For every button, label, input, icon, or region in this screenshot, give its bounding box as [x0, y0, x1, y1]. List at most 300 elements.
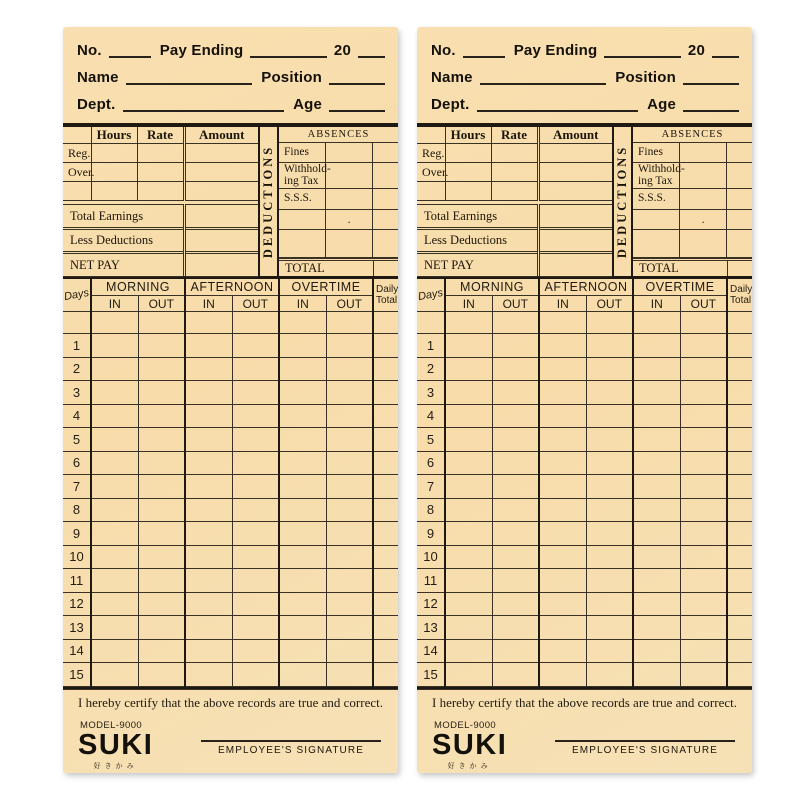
afternoon-in-cell: [185, 498, 232, 522]
no-fill-line: [109, 45, 151, 58]
signature-label: EMPLOYEE'S SIGNATURE: [572, 744, 718, 756]
afternoon-out-cell: [232, 663, 279, 687]
daily-total-cell: [727, 569, 752, 593]
daily-total-column-header: [727, 278, 752, 312]
afternoon-out-header: OUT: [586, 296, 633, 312]
daily-total-cell: [727, 334, 752, 358]
overtime-in-cell: [633, 428, 680, 452]
amount-column-header: Amount: [184, 127, 258, 144]
morning-out-header: OUT: [492, 296, 539, 312]
timesheet-spacer-body: [417, 312, 752, 334]
blank-label: [63, 182, 91, 201]
year-label: 20: [333, 42, 351, 59]
total-earnings-amount-cell: [538, 205, 612, 229]
morning-in-cell: [91, 569, 138, 593]
overtime-rate-cell: [137, 163, 184, 182]
daily-total-cell: [727, 404, 752, 428]
absences-total-row: [633, 258, 752, 276]
card-header: [63, 27, 398, 113]
spacer-cell: [633, 312, 680, 334]
morning-out-cell: [492, 451, 539, 475]
timesheet-day-row: [63, 404, 398, 428]
timesheet-day-row: [417, 545, 752, 569]
regular-row: [63, 144, 258, 163]
fines-row: [279, 143, 398, 162]
age-label: Age: [293, 96, 322, 113]
fines-cents-cell: [373, 143, 398, 162]
overtime-hours-cell: [91, 163, 137, 182]
morning-in-cell: [445, 498, 492, 522]
sss-label: [279, 188, 325, 209]
amount-column-header: Amount: [538, 127, 612, 144]
absences-blank-row-1: [279, 209, 398, 229]
overtime-in-cell: [279, 616, 326, 640]
absences-total-row: [279, 258, 398, 276]
overtime-amount-cell: [184, 163, 258, 182]
fines-label: [633, 143, 679, 162]
brand-logo-japanese: 好きかみ: [93, 762, 138, 770]
net-pay-label: NET PAY: [63, 253, 184, 277]
hours-column-header: Hours: [91, 127, 137, 144]
afternoon-out-cell: [232, 522, 279, 546]
spacer-cell: [492, 312, 539, 334]
absences-total-cents-cell: [373, 261, 398, 276]
header-row-dept: [431, 96, 739, 113]
overtime-out-cell: [326, 334, 373, 358]
overtime-group-header: OVERTIME: [279, 278, 373, 296]
afternoon-in-cell: [539, 451, 586, 475]
deductions-strip: [612, 127, 633, 276]
afternoon-out-cell: [586, 334, 633, 358]
morning-in-cell: [91, 522, 138, 546]
morning-out-cell: [138, 616, 185, 640]
blank2-label-cell: [279, 229, 325, 258]
afternoon-out-header: OUT: [232, 296, 279, 312]
overtime-amount-cell: [538, 163, 612, 182]
morning-out-cell: [138, 334, 185, 358]
overtime-in-cell: [633, 475, 680, 499]
day-number-cell: 15: [417, 663, 445, 687]
morning-in-cell: [445, 569, 492, 593]
day-number-cell: 8: [417, 498, 445, 522]
morning-in-cell: [91, 381, 138, 405]
overtime-in-cell: [279, 404, 326, 428]
sss-cents-cell: [373, 188, 398, 209]
day-number-cell: 9: [417, 522, 445, 546]
daily-total-cell: [373, 498, 398, 522]
overtime-in-cell: [279, 428, 326, 452]
morning-out-cell: [138, 451, 185, 475]
less-deductions-amount-cell: [184, 229, 258, 253]
days-column-header: [417, 278, 445, 312]
day-number-cell: 8: [63, 498, 91, 522]
afternoon-in-cell: [539, 663, 586, 687]
morning-out-header: OUT: [138, 296, 185, 312]
earnings-summary-table: [417, 204, 612, 277]
daily-total-line1: Daily: [730, 284, 753, 295]
morning-in-cell: [445, 475, 492, 499]
day-number-cell: 14: [63, 639, 91, 663]
rate-column-header: Rate: [491, 127, 538, 144]
no-fill-line: [463, 45, 505, 58]
afternoon-in-cell: [539, 381, 586, 405]
blank-earnings-row: [417, 182, 612, 201]
overtime-in-cell: [633, 451, 680, 475]
position-label: Position: [615, 69, 676, 86]
deductions-vertical-label: DEDUCTIONS: [261, 144, 276, 259]
absences-total-label: TOTAL: [285, 261, 325, 275]
total-earnings-label: Total Earnings: [63, 205, 184, 229]
fines-cents-cell: [727, 143, 752, 162]
morning-in-cell: [445, 381, 492, 405]
card-footer: [63, 720, 398, 771]
afternoon-in-cell: [185, 334, 232, 358]
days-column-header: [63, 278, 91, 312]
withholding-label-line2: ing Tax: [284, 175, 319, 187]
day-number-cell: 2: [417, 357, 445, 381]
spacer-day-cell: [63, 312, 91, 334]
spacer-total-cell: [727, 312, 752, 334]
day-number-cell: 10: [417, 545, 445, 569]
brand-block: [78, 720, 153, 771]
spacer-cell: [326, 312, 373, 334]
overtime-out-cell: [326, 639, 373, 663]
sss-amount-cell: [679, 188, 726, 209]
afternoon-in-cell: [539, 404, 586, 428]
afternoon-in-cell: [539, 522, 586, 546]
morning-out-cell: [138, 381, 185, 405]
timesheet-bottom-rule: [417, 687, 752, 690]
pay-summary-section: [417, 127, 752, 276]
day-number-cell: 9: [63, 522, 91, 546]
timesheet-group-header-row: [63, 278, 398, 296]
overtime-in-cell: [633, 522, 680, 546]
day-number-cell: 15: [63, 663, 91, 687]
afternoon-out-cell: [586, 522, 633, 546]
morning-out-cell: [138, 592, 185, 616]
timesheet-day-row: [63, 569, 398, 593]
daily-total-cell: [727, 616, 752, 640]
overtime-in-cell: [279, 451, 326, 475]
overtime-out-cell: [326, 545, 373, 569]
afternoon-out-cell: [586, 357, 633, 381]
spacer-cell: [586, 312, 633, 334]
year-fill-line: [712, 45, 739, 58]
blank-amount-cell: [184, 182, 258, 201]
afternoon-out-cell: [232, 545, 279, 569]
daily-total-line1: Daily: [376, 284, 399, 295]
morning-in-header: IN: [445, 296, 492, 312]
timesheet-table: [417, 276, 752, 687]
afternoon-in-header: IN: [185, 296, 232, 312]
timesheet-day-row: [63, 381, 398, 405]
afternoon-in-cell: [185, 475, 232, 499]
timesheet-day-row: [417, 357, 752, 381]
brand-logo-japanese: 好きかみ: [447, 762, 492, 770]
overtime-out-cell: [680, 334, 727, 358]
card-header: [417, 27, 752, 113]
morning-in-cell: [445, 451, 492, 475]
afternoon-in-cell: [185, 663, 232, 687]
overtime-rate-cell: [491, 163, 538, 182]
fines-label: [279, 143, 325, 162]
afternoon-out-cell: [586, 451, 633, 475]
overtime-in-cell: [279, 357, 326, 381]
afternoon-in-cell: [185, 404, 232, 428]
withholding-cents-cell: [727, 162, 752, 188]
overtime-out-header: OUT: [326, 296, 373, 312]
position-label: Position: [261, 69, 322, 86]
less-deductions-amount-cell: [538, 229, 612, 253]
fines-label-line: Fines: [638, 146, 663, 159]
timesheet-day-row: [417, 404, 752, 428]
overtime-in-cell: [279, 498, 326, 522]
morning-out-cell: [492, 522, 539, 546]
timesheet-head: [417, 278, 752, 312]
absences-blank-row-1: [633, 209, 752, 229]
card-footer: [417, 720, 752, 771]
afternoon-group-header: AFTERNOON: [185, 278, 279, 296]
day-number-cell: 13: [63, 616, 91, 640]
overtime-out-cell: [680, 663, 727, 687]
timesheet-day-row: [417, 334, 752, 358]
signature-block: [201, 740, 381, 756]
blank2-amount-cell: [325, 229, 372, 258]
net-pay-amount-cell: [538, 253, 612, 277]
timesheet-day-row: [63, 334, 398, 358]
hours-column-header: Hours: [445, 127, 491, 144]
less-deductions-row: [63, 229, 258, 253]
overtime-out-cell: [326, 357, 373, 381]
earnings-corner-cell: [63, 127, 91, 144]
timesheet-day-row: [63, 663, 398, 687]
days-label: Days: [63, 286, 90, 304]
sss-label-line: S.S.S.: [284, 192, 312, 205]
day-number-cell: 12: [63, 592, 91, 616]
overtime-row: [417, 163, 612, 182]
total-earnings-row: [417, 205, 612, 229]
blank1-amount-cell: .: [679, 209, 726, 229]
morning-out-cell: [492, 569, 539, 593]
afternoon-in-cell: [185, 428, 232, 452]
brand-block: [432, 720, 507, 771]
morning-out-cell: [492, 545, 539, 569]
regular-hours-cell: [91, 144, 137, 163]
age-fill-line: [329, 99, 385, 112]
morning-in-cell: [91, 639, 138, 663]
position-fill-line: [683, 72, 739, 85]
timesheet-day-row: [63, 592, 398, 616]
daily-total-cell: [727, 475, 752, 499]
pay-ending-fill-line: [604, 45, 681, 58]
timesheet-day-row: [63, 498, 398, 522]
overtime-out-cell: [326, 592, 373, 616]
day-number-cell: 5: [63, 428, 91, 452]
overtime-out-cell: [680, 522, 727, 546]
name-label: Name: [431, 69, 473, 86]
year-label: 20: [687, 42, 705, 59]
sss-row: [633, 188, 752, 209]
timesheet-group-header-row: [417, 278, 752, 296]
no-label: No.: [431, 42, 456, 59]
afternoon-in-header: IN: [539, 296, 586, 312]
day-number-cell: 3: [417, 381, 445, 405]
regular-rate-cell: [491, 144, 538, 163]
overtime-label: Over.: [63, 163, 91, 182]
morning-out-cell: [138, 639, 185, 663]
day-number-cell: 13: [417, 616, 445, 640]
timesheet-day-row: [63, 639, 398, 663]
withholding-label-line1: Withhold-: [284, 162, 331, 175]
overtime-out-cell: [680, 639, 727, 663]
deductions-vertical-label: DEDUCTIONS: [615, 144, 630, 259]
blank1-label-cell: [633, 209, 679, 229]
timesheet-day-row: [63, 428, 398, 452]
overtime-in-cell: [279, 475, 326, 499]
morning-out-cell: [492, 592, 539, 616]
regular-amount-cell: [184, 144, 258, 163]
afternoon-out-cell: [232, 451, 279, 475]
certify-statement: I hereby certify that the above records are true and correct.: [432, 694, 737, 710]
daily-total-cell: [727, 639, 752, 663]
overtime-out-header: OUT: [680, 296, 727, 312]
time-card: [417, 27, 752, 773]
morning-in-cell: [445, 592, 492, 616]
absences-total-label: TOTAL: [639, 261, 679, 275]
daily-total-cell: [727, 428, 752, 452]
morning-in-cell: [445, 404, 492, 428]
timesheet-day-row: [417, 475, 752, 499]
regular-row: [417, 144, 612, 163]
daily-total-cell: [727, 545, 752, 569]
morning-in-cell: [91, 334, 138, 358]
overtime-out-cell: [680, 428, 727, 452]
name-fill-line: [126, 72, 253, 85]
overtime-in-cell: [633, 639, 680, 663]
overtime-out-cell: [680, 451, 727, 475]
header-row-name: [77, 69, 385, 86]
daily-total-cell: [373, 639, 398, 663]
afternoon-in-cell: [185, 522, 232, 546]
timesheet-day-row: [417, 451, 752, 475]
spacer-cell: [680, 312, 727, 334]
total-earnings-label: Total Earnings: [417, 205, 538, 229]
header-row-no: [77, 42, 385, 59]
certify-statement: I hereby certify that the above records are true and correct.: [78, 694, 383, 710]
overtime-out-cell: [326, 663, 373, 687]
day-number-cell: 7: [63, 475, 91, 499]
timesheet-day-row: [417, 569, 752, 593]
brand-logo: SUKI: [432, 728, 508, 761]
dept-label: Dept.: [77, 96, 116, 113]
absences-title: ABSENCES: [279, 127, 398, 143]
afternoon-in-cell: [539, 334, 586, 358]
regular-amount-cell: [538, 144, 612, 163]
overtime-in-cell: [633, 404, 680, 428]
no-label: No.: [77, 42, 102, 59]
morning-out-cell: [492, 428, 539, 452]
afternoon-out-cell: [232, 357, 279, 381]
overtime-in-cell: [633, 616, 680, 640]
absences-table: [279, 143, 398, 258]
afternoon-out-cell: [232, 498, 279, 522]
overtime-in-cell: [633, 569, 680, 593]
net-pay-amount-cell: [184, 253, 258, 277]
dept-fill-line: [123, 99, 285, 112]
morning-in-cell: [445, 522, 492, 546]
timesheet-day-row: [417, 592, 752, 616]
timesheet-inout-header-row: [63, 296, 398, 312]
earnings-table: [63, 127, 258, 201]
morning-in-cell: [91, 592, 138, 616]
absences-blank-row-2: [633, 229, 752, 258]
morning-in-cell: [91, 616, 138, 640]
earnings-summary-table: [63, 204, 258, 277]
daily-total-cell: [727, 357, 752, 381]
daily-total-column-header: [373, 278, 398, 312]
pay-ending-label: Pay Ending: [159, 42, 244, 59]
daily-total-cell: [373, 451, 398, 475]
signature-line: [201, 740, 381, 742]
regular-hours-cell: [445, 144, 491, 163]
header-row-dept: [77, 96, 385, 113]
less-deductions-label: Less Deductions: [63, 229, 184, 253]
pay-summary-section: [63, 127, 398, 276]
morning-out-cell: [138, 663, 185, 687]
daily-total-cell: [373, 381, 398, 405]
morning-in-header: IN: [91, 296, 138, 312]
morning-out-cell: [492, 498, 539, 522]
day-number-cell: 10: [63, 545, 91, 569]
afternoon-out-cell: [586, 592, 633, 616]
afternoon-in-cell: [539, 592, 586, 616]
timesheet-day-row: [417, 498, 752, 522]
morning-in-cell: [445, 616, 492, 640]
blank2-cents-cell: [373, 229, 398, 258]
withholding-label-line1: Withhold-: [638, 162, 685, 175]
overtime-in-cell: [279, 545, 326, 569]
overtime-group-header: OVERTIME: [633, 278, 727, 296]
blank-amount-cell: [538, 182, 612, 201]
earnings-corner-cell: [417, 127, 445, 144]
morning-out-cell: [138, 545, 185, 569]
daily-total-cell: [373, 663, 398, 687]
morning-in-cell: [445, 545, 492, 569]
spacer-day-cell: [417, 312, 445, 334]
day-number-cell: 1: [417, 334, 445, 358]
afternoon-out-cell: [586, 428, 633, 452]
total-earnings-row: [63, 205, 258, 229]
afternoon-in-cell: [185, 616, 232, 640]
afternoon-in-cell: [539, 357, 586, 381]
overtime-out-cell: [680, 592, 727, 616]
absences-block: [279, 127, 398, 276]
day-number-cell: 11: [417, 569, 445, 593]
model-number: MODEL-9000: [434, 719, 497, 731]
afternoon-out-cell: [232, 428, 279, 452]
afternoon-out-cell: [586, 475, 633, 499]
absences-block: [633, 127, 752, 276]
dept-fill-line: [477, 99, 639, 112]
sss-row: [279, 188, 398, 209]
overtime-in-cell: [633, 663, 680, 687]
pay-ending-label: Pay Ending: [513, 42, 598, 59]
daily-total-cell: [727, 663, 752, 687]
net-pay-row: [417, 253, 612, 277]
afternoon-in-cell: [185, 451, 232, 475]
afternoon-in-cell: [539, 616, 586, 640]
day-number-cell: 12: [417, 592, 445, 616]
